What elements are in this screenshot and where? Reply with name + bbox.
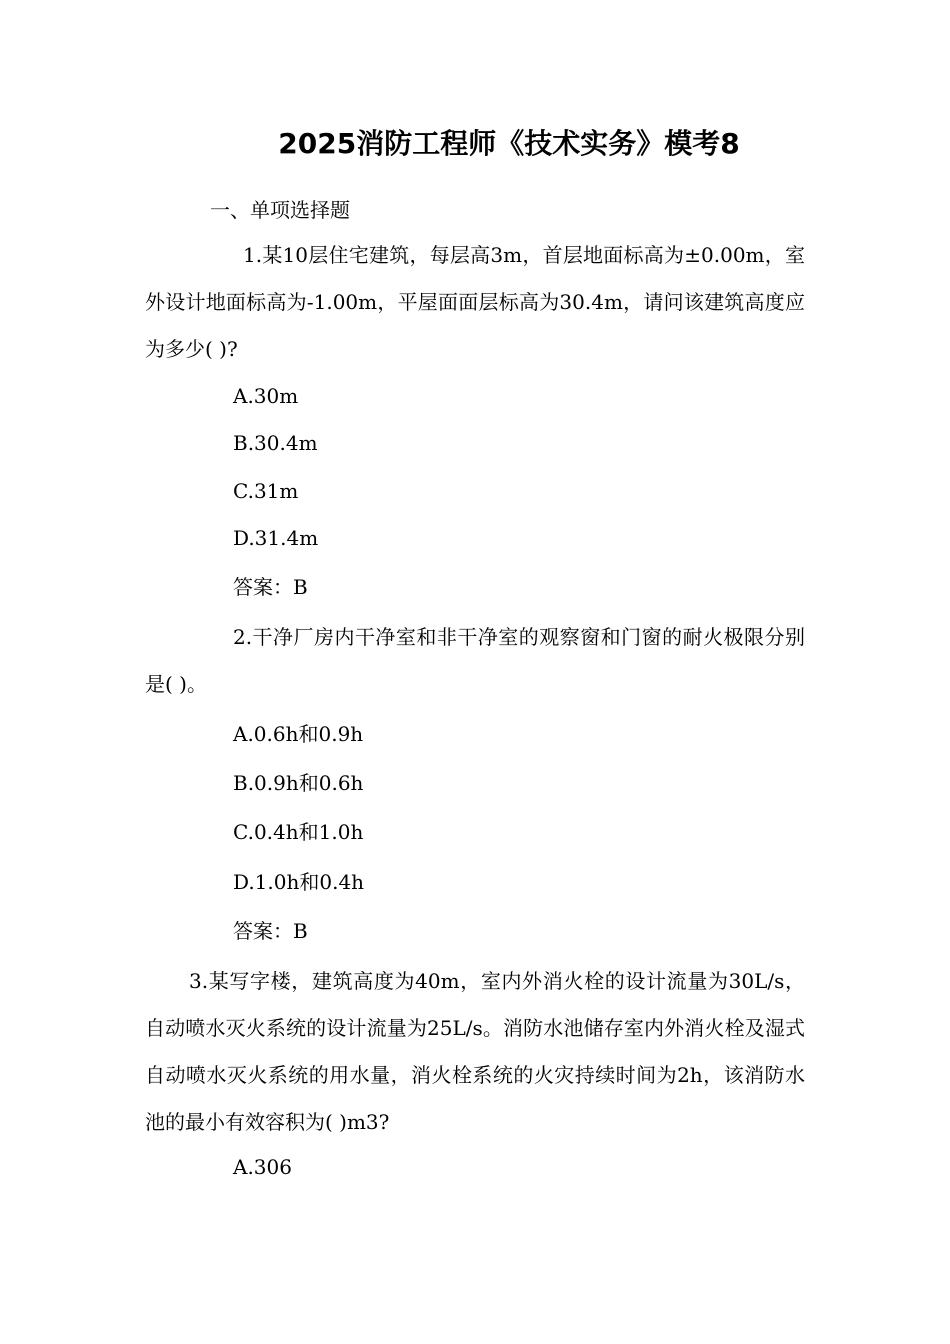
- document-title: 2025消防工程师《技术实务》模考8: [278, 127, 740, 160]
- question-1-option-b: B.30.4m: [233, 431, 318, 455]
- section-heading: 一、单项选择题: [210, 198, 350, 222]
- question-1-option-a: A.30m: [233, 384, 299, 408]
- question-3-stem: 3.某写字楼，建筑高度为40m，室内外消火栓的设计流量为30L/s，自动喷水灭火系统的设计流量为25L/s。消防水池储存室内外消火栓及湿式自动喷水灭火系统的用水量，消火栓系统的火灾持续时间为2h，该消防水池的最小有效容积为( )m3?: [145, 969, 805, 1134]
- question-2-stem: 2.干净厂房内干净室和非干净室的观察窗和门窗的耐火极限分别是( )。: [145, 625, 805, 696]
- question-2-option-b: B.0.9h和0.6h: [233, 771, 364, 795]
- question-1-option-d: D.31.4m: [233, 526, 319, 550]
- question-2-answer: 答案：B: [233, 919, 308, 943]
- question-2-option-c: C.0.4h和1.0h: [233, 820, 364, 844]
- question-1-answer: 答案：B: [233, 575, 308, 599]
- question-3-option-a: A.306: [233, 1155, 292, 1179]
- question-1-option-c: C.31m: [233, 479, 299, 503]
- question-2-option-a: A.0.6h和0.9h: [233, 722, 364, 746]
- question-1-stem: 1.某10层住宅建筑，每层高3m，首层地面标高为±0.00m，室外设计地面标高为-1.00m，平屋面面层标高为30.4m，请问该建筑高度应为多少( )?: [145, 243, 805, 361]
- question-2-option-d: D.1.0h和0.4h: [233, 870, 365, 894]
